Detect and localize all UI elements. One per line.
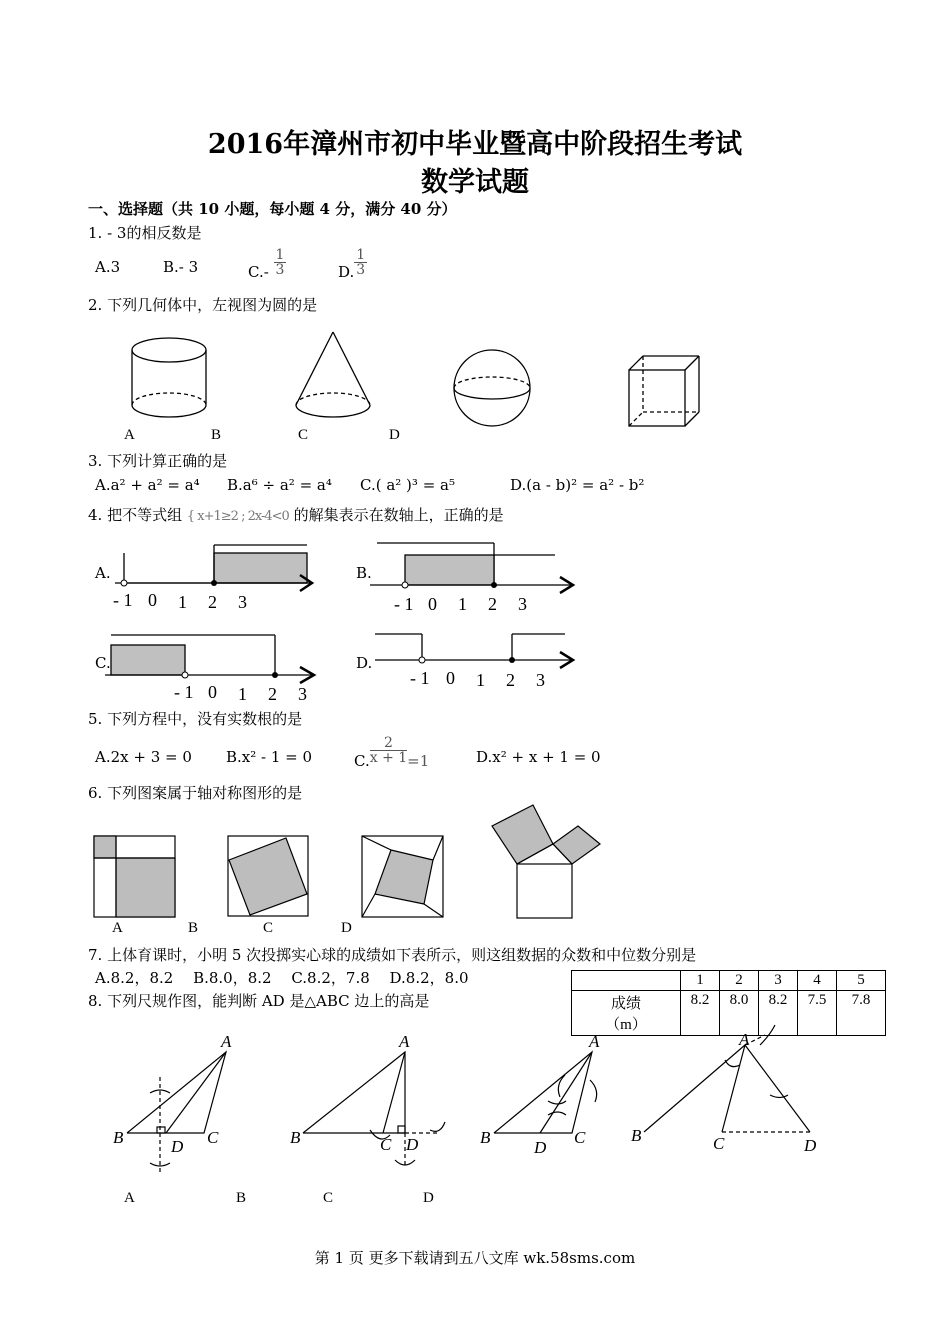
q1-option-d-fraction: [354, 248, 367, 277]
q8-constructions-figure: [0, 1035, 950, 1185]
table-cell: 8.2: [759, 991, 798, 1036]
q4-number-lines: [0, 535, 950, 705]
q8a-point-b: B: [113, 1128, 124, 1147]
page-footer: 第 1 页 更多下载请到五八文库 wk.58sms.com: [314, 1249, 636, 1267]
page-subtitle: 数学试题: [421, 167, 529, 198]
q8-label-d: D: [423, 1190, 434, 1206]
q4a-tick-3: 3: [238, 592, 247, 612]
q8d-point-b: B: [631, 1126, 642, 1145]
q3-option-c: C.( a² )³ = a⁵: [360, 476, 455, 494]
q5-option-a: A.2x + 3 = 0: [95, 748, 192, 766]
q8c-point-d: D: [534, 1138, 547, 1157]
q8b-point-a: A: [399, 1032, 410, 1051]
q5-option-b: B.x² - 1 = 0: [226, 748, 313, 766]
q5-option-c-suffix: =1: [407, 751, 430, 770]
table-cell: 3: [759, 971, 798, 991]
q8d-point-c: C: [713, 1134, 725, 1153]
q8-label-b: B: [236, 1190, 247, 1206]
q1-c-num: 1: [275, 247, 285, 263]
q6-patterns-figure: [0, 805, 950, 925]
q4c-tick-2: 2: [268, 684, 277, 704]
q4d-tick-3: 3: [536, 670, 545, 690]
table-cell: 1: [681, 971, 720, 991]
q4-option-a-label: A.: [95, 564, 111, 582]
q4b-tick-3: 3: [518, 594, 527, 614]
q8b-point-b: B: [290, 1128, 301, 1147]
q7-options: A.8.2，8.2 B.8.0，8.2 C.8.2，7.8 D.8.2，8.0: [95, 969, 469, 987]
q8d-point-d: D: [804, 1136, 817, 1155]
q1-option-c-fraction: [274, 248, 287, 277]
q4b-tick-0: 0: [428, 594, 437, 614]
q5-option-d: D.x² + x + 1 = 0: [476, 748, 601, 766]
q4a-tick-0: 0: [148, 590, 157, 610]
table-cell: 4: [798, 971, 837, 991]
q4b-tick-1: 1: [458, 594, 467, 614]
q8d-point-a: A: [739, 1030, 750, 1049]
q8a-point-a: A: [221, 1032, 232, 1051]
q4d-tick-0: 0: [446, 668, 455, 688]
row-label-line1: 成绩: [610, 996, 641, 1012]
q2-solids-figure: [0, 325, 950, 455]
q1-option-d-prefix: D.: [338, 262, 355, 281]
q5-c-den: x + 1: [369, 750, 408, 766]
q2-label-d: D: [389, 427, 400, 443]
q3-option-a: A.a² + a² = a⁴: [95, 476, 200, 494]
q4d-tick-1: 1: [476, 670, 485, 690]
q5-option-c: [354, 735, 430, 770]
q1-option-c-prefix: C.-: [248, 262, 274, 281]
q4b-tick-2: 2: [488, 594, 497, 614]
q6-label-c: C: [263, 920, 274, 936]
q8a-point-c: C: [207, 1128, 219, 1147]
q4-option-b-label: B.: [356, 564, 372, 582]
q1-d-den: 3: [356, 262, 366, 278]
q4-inequality-system: { x+1≥2 ; 2x-4<0: [186, 509, 289, 524]
q4c-tick-3: 3: [298, 684, 307, 704]
table-row: [572, 971, 886, 991]
q7-score-table: [571, 970, 886, 1036]
table-row-label: [572, 991, 681, 1036]
table-cell: 8.2: [681, 991, 720, 1036]
q1-option-a: A.3: [95, 258, 121, 276]
q6-label-b: B: [188, 920, 199, 936]
q8c-point-b: B: [480, 1128, 491, 1147]
cylinder-top-icon: [132, 338, 206, 362]
q2-label-b: B: [211, 427, 222, 443]
q5-option-c-prefix: C.: [354, 751, 370, 770]
q8c-point-a: A: [589, 1032, 600, 1051]
q3-option-b: B.a⁶ ÷ a² = a⁴: [227, 476, 332, 494]
table-cell: 7.8: [837, 991, 886, 1036]
row-label-line2: （m）: [605, 1017, 647, 1033]
q4c-tick-neg1: - 1: [174, 682, 194, 702]
q4a-tick-2: 2: [208, 592, 217, 612]
q1-option-b: B.- 3: [163, 258, 199, 276]
q8-label-a: A: [124, 1190, 135, 1206]
table-row: [572, 991, 886, 1036]
q4d-tick-2: 2: [506, 670, 515, 690]
q1-option-c: [248, 247, 286, 281]
table-cell: 7.5: [798, 991, 837, 1036]
table-cell: 5: [837, 971, 886, 991]
table-cell: 2: [720, 971, 759, 991]
q8a-point-d: D: [171, 1137, 184, 1156]
q8b-point-d: D: [406, 1135, 419, 1154]
table-cell: [572, 971, 681, 991]
q4-stem-pre: 4. 把不等式组: [88, 506, 183, 524]
question-3-stem: 3. 下列计算正确的是: [88, 452, 228, 470]
q1-option-d: [338, 247, 367, 281]
q5-option-c-fraction: [370, 736, 407, 765]
q8c-point-c: C: [574, 1128, 586, 1147]
question-2-stem: 2. 下列几何体中，左视图为圆的是: [88, 296, 318, 314]
question-8-stem: 8. 下列尺规作图，能判断 AD 是△ABC 边上的高是: [88, 992, 430, 1010]
q4c-tick-1: 1: [238, 684, 247, 704]
q4a-tick-neg1: - 1: [113, 590, 133, 610]
q2-label-c: C: [298, 427, 309, 443]
q4a-tick-1: 1: [178, 592, 187, 612]
question-4-stem: [88, 504, 504, 525]
question-7-stem: 7. 上体育课时，小明 5 次投掷实心球的成绩如下表所示，则这组数据的众数和中位数分别是: [88, 946, 697, 964]
q4d-tick-neg1: - 1: [410, 668, 430, 688]
question-1-stem: 1. - 3的相反数是: [88, 224, 202, 242]
q4-stem-post: 的解集表示在数轴上，正确的是: [293, 506, 504, 524]
q6-label-d: D: [341, 920, 352, 936]
question-5-stem: 5. 下列方程中，没有实数根的是: [88, 710, 303, 728]
page-title: 2016年漳州市初中毕业暨高中阶段招生考试: [207, 129, 743, 160]
q3-option-d: D.(a - b)² = a² - b²: [510, 476, 645, 494]
q8b-point-c: C: [380, 1135, 392, 1154]
q6-label-a: A: [112, 920, 123, 936]
q4-option-d-label: D.: [356, 654, 373, 672]
q4c-tick-0: 0: [208, 682, 217, 702]
q5-c-num: 2: [370, 736, 407, 751]
q8-label-c: C: [323, 1190, 334, 1206]
q4-option-c-label: C.: [95, 654, 111, 672]
question-6-stem: 6. 下列图案属于轴对称图形的是: [88, 784, 303, 802]
table-cell: 8.0: [720, 991, 759, 1036]
q1-c-den: 3: [275, 262, 285, 278]
q1-d-num: 1: [356, 247, 366, 263]
q2-label-a: A: [124, 427, 135, 443]
q4b-tick-neg1: - 1: [394, 594, 414, 614]
section-heading: 一、选择题（共 10 小题，每小题 4 分，满分 40 分）: [88, 200, 457, 218]
